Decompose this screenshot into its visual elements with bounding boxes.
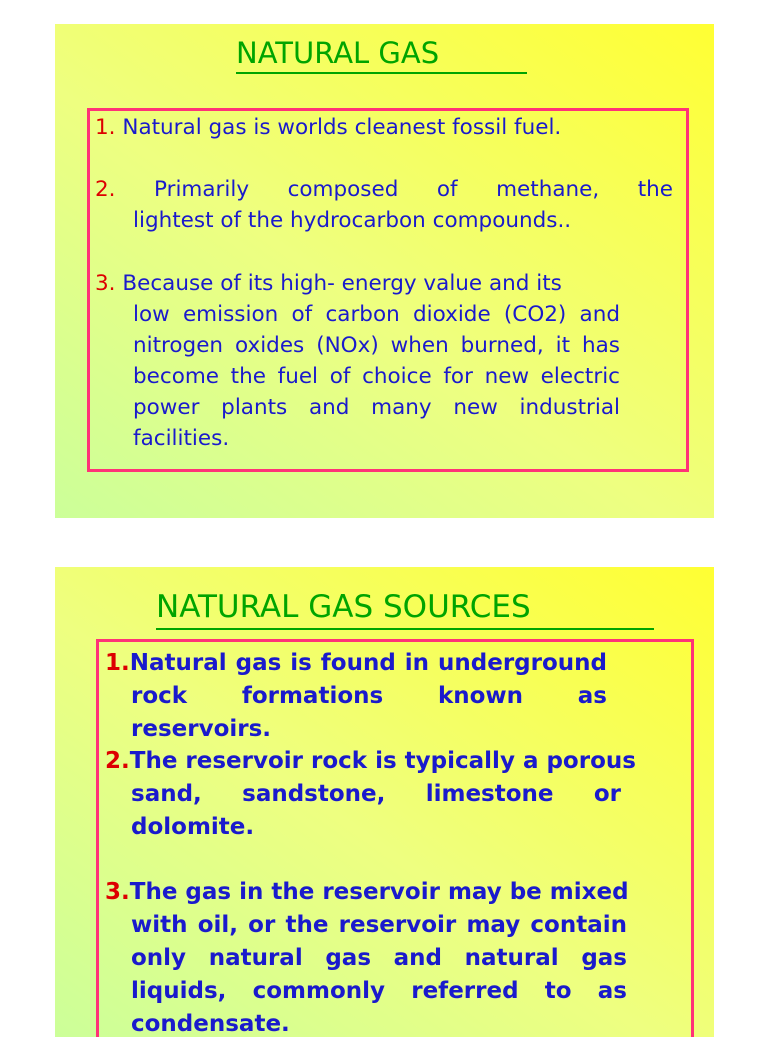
list-item-number: 3. [95, 271, 116, 296]
list-item-continuation: with oil, or the reservoir may contain only natural gas and natural gas liquids, commonly referred to as condensate. [131, 912, 627, 1037]
list-item-first-line [95, 112, 561, 143]
list-item-number: 2. [95, 177, 116, 202]
list-item [105, 876, 627, 1037]
list-item-text: Primarily composed of methane, the [154, 177, 673, 202]
list-item-first-line [105, 876, 627, 909]
slide-natural-gas [55, 24, 714, 518]
list-item-continuation: low emission of carbon dioxide (CO2) and nitrogen oxides (NOx) when burned, it has become the fuel of choice for new electric power plants and many new industrial facilities. [133, 302, 620, 451]
list-item-number: 1. [95, 115, 116, 140]
list-item-text: Natural gas is found in underground [129, 650, 607, 676]
list-item-continuation: rock formations known as reservoirs. [131, 683, 607, 742]
list-item-number: 1. [105, 650, 130, 676]
list-item [105, 745, 636, 844]
list-item-text: Because of its high- energy value and its [122, 271, 562, 296]
list-item-number: 2. [105, 748, 130, 774]
list-item-first-line [105, 647, 607, 680]
list-item [95, 174, 673, 236]
list-item-continuation: sand, sandstone, limestone or dolomite. [131, 781, 621, 840]
slide-natural-gas-sources [55, 567, 714, 1037]
list-item-first-line [105, 745, 636, 778]
list-item [95, 268, 620, 454]
list-item-first-line [95, 174, 673, 205]
list-item-text: The gas in the reservoir may be mixed [129, 879, 629, 905]
slide-title: NATURAL GAS [236, 36, 440, 70]
list-item-continuation: lightest of the hydrocarbon compounds.. [133, 208, 572, 233]
list-item-text: Natural gas is worlds cleanest fossil fuel. [122, 115, 562, 140]
slide-title: NATURAL GAS SOURCES [156, 589, 531, 625]
list-item-first-line [95, 268, 620, 299]
list-item [105, 647, 607, 746]
list-item-number: 3. [105, 879, 130, 905]
title-underline [236, 72, 527, 74]
title-underline [156, 628, 654, 630]
list-item [95, 112, 561, 143]
list-item-text: The reservoir rock is typically a porous [129, 748, 636, 774]
